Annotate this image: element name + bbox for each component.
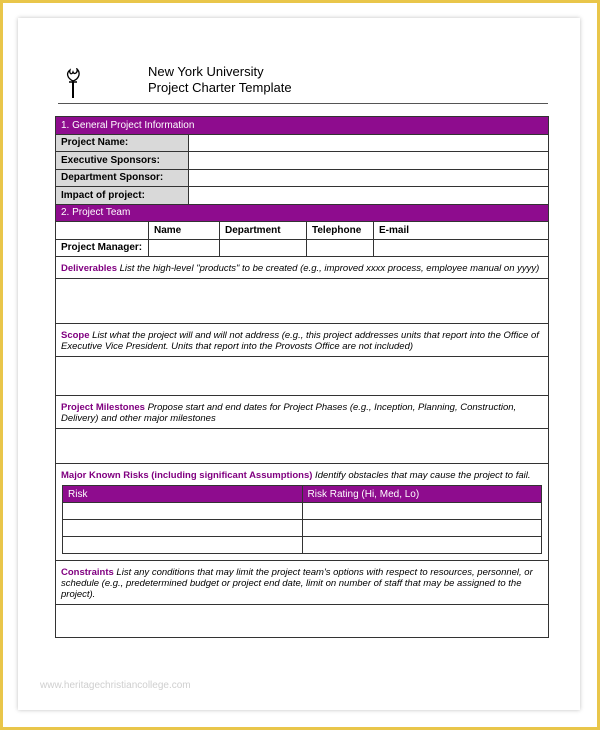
risk-table: [62, 485, 542, 554]
project-manager-label: Project Manager:: [56, 239, 149, 257]
section-general-title: 1. General Project Information: [56, 117, 549, 135]
milestones-prompt: Project Milestones Propose start and end dates for Project Phases (e.g., Inception, Planning, Construction, Delivery) and other major milestones: [56, 396, 549, 429]
scope-field[interactable]: [56, 357, 549, 396]
constraints-field[interactable]: [56, 605, 549, 638]
risk-col-header: Risk: [63, 486, 303, 503]
executive-sponsors-field[interactable]: [189, 152, 549, 170]
col-telephone: Telephone: [307, 222, 374, 240]
section-team-title: 2. Project Team: [56, 205, 549, 222]
risk-cell[interactable]: [63, 503, 303, 520]
scope-prompt: Scope List what the project will and will not address (e.g., this project addresses units that report into the Office of Executive Vice President. Units that report into the Provosts Office are not included): [56, 324, 549, 357]
pm-email-field[interactable]: [374, 239, 549, 257]
col-email: E-mail: [374, 222, 549, 240]
narrative-table: [55, 257, 549, 638]
org-name: New York University: [148, 64, 264, 79]
impact-label: Impact of project:: [56, 187, 189, 205]
general-info-table: [55, 116, 549, 205]
torch-logo-icon: [63, 68, 83, 100]
team-header-blank: [56, 222, 149, 240]
pm-department-field[interactable]: [220, 239, 307, 257]
risk-rating-cell[interactable]: [302, 520, 542, 537]
project-name-label: Project Name:: [56, 134, 189, 152]
risk-cell[interactable]: [63, 520, 303, 537]
risk-rating-col-header: Risk Rating (Hi, Med, Lo): [302, 486, 542, 503]
constraints-prompt: Constraints List any conditions that may limit the project team's options with respect to resources, personnel, or schedule (e.g., predetermined budget or project end date, limit on number of staff that may be assigned to the project).: [56, 561, 549, 605]
document-title: Project Charter Template: [148, 80, 292, 95]
watermark: www.heritagechristiancollege.com: [40, 680, 191, 691]
risk-cell[interactable]: [63, 537, 303, 554]
pm-name-field[interactable]: [149, 239, 220, 257]
project-team-table: [55, 205, 549, 258]
impact-field[interactable]: [189, 187, 549, 205]
department-sponsor-field[interactable]: [189, 169, 549, 187]
col-name: Name: [149, 222, 220, 240]
risks-prompt: Major Known Risks (including significant Assumptions) Identify obstacles that may cause the project to fail.: [56, 464, 549, 486]
header-divider: [58, 103, 548, 104]
deliverables-field[interactable]: [56, 279, 549, 324]
col-department: Department: [220, 222, 307, 240]
milestones-field[interactable]: [56, 429, 549, 464]
pm-telephone-field[interactable]: [307, 239, 374, 257]
risk-rating-cell[interactable]: [302, 503, 542, 520]
executive-sponsors-label: Executive Sponsors:: [56, 152, 189, 170]
project-name-field[interactable]: [189, 134, 549, 152]
charter-form: [55, 116, 549, 638]
risk-rating-cell[interactable]: [302, 537, 542, 554]
risks-container: [56, 485, 549, 561]
deliverables-prompt: Deliverables List the high-level "products" to be created (e.g., improved xxxx process, employee manual on yyyy): [56, 257, 549, 279]
department-sponsor-label: Department Sponsor:: [56, 169, 189, 187]
